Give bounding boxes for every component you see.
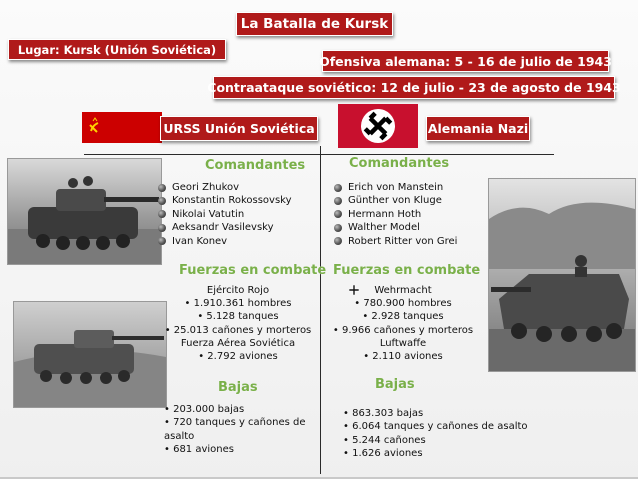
tank-photo-ussr-top	[7, 158, 162, 265]
germany-loss-line: • 863.303 bajas	[343, 408, 424, 419]
ussr-forces-heading: Fuerzas en combate	[179, 263, 327, 278]
germany-banner: Alemania Nazi	[426, 116, 530, 141]
list-item: Nikolai Vatutin	[158, 208, 292, 221]
soviet-counter-banner: Contraataque soviético: 12 de julio - 23 de agosto de 1943	[213, 76, 615, 99]
bullet-icon	[334, 224, 342, 232]
bullet-icon	[334, 210, 342, 218]
ussr-losses-block	[164, 403, 314, 457]
bullet-icon	[334, 184, 342, 192]
german-offensive-banner: Ofensiva alemana: 5 - 16 de julio de 1943	[322, 50, 609, 72]
list-item: Erich von Manstein	[334, 181, 457, 194]
germany-forces-line: • 9.966 cañones y morteros	[332, 324, 474, 336]
list-item: Aeksandr Vasilevsky	[158, 221, 292, 234]
ussr-forces-line: Fuerza Aérea Soviética	[180, 337, 296, 349]
ussr-forces-line: • 2.792 aviones	[198, 351, 278, 363]
germany-forces-block	[330, 284, 476, 363]
germany-loss-line: • 5.244 cañones	[343, 434, 426, 446]
ussr-banner: URSS Unión Soviética	[160, 116, 318, 141]
germany-losses-heading: Bajas	[375, 377, 415, 392]
germany-forces-heading: Fuerzas en combate	[333, 263, 481, 278]
bullet-icon	[158, 237, 166, 245]
germany-forces-line: • 2.110 aviones	[363, 351, 443, 363]
list-item: Ivan Konev	[158, 235, 292, 248]
germany-commanders-heading: Comandantes	[349, 156, 450, 171]
germany-forces-line: • 2.928 tanques	[362, 311, 444, 323]
list-item: Geori Zhukov	[158, 181, 292, 194]
germany-losses-block	[343, 407, 553, 461]
germany-loss-line: • 6.064 tanques y cañones de asalto	[343, 421, 528, 433]
list-item: Robert Ritter von Grei	[334, 235, 457, 248]
bullet-icon	[158, 224, 166, 232]
ussr-commanders-heading: Comandantes	[205, 158, 306, 173]
ussr-loss-line: • 203.000 bajas	[164, 404, 245, 415]
ussr-losses-heading: Bajas	[218, 380, 258, 395]
vertical-divider	[320, 146, 321, 474]
horizontal-divider	[84, 154, 554, 155]
list-item: Konstantin Rokossovsky	[158, 194, 292, 207]
bullet-icon	[158, 197, 166, 205]
germany-forces-line: Wehrmacht	[374, 285, 432, 296]
list-item: Hermann Hoth	[334, 208, 457, 221]
germany-forces-line: • 780.900 hombres	[354, 298, 452, 310]
tank-photo-ussr-bottom	[13, 301, 167, 408]
bullet-icon	[158, 184, 166, 192]
ussr-loss-line: • 681 aviones	[164, 444, 234, 456]
ussr-forces-line: • 25.013 cañones y morteros	[164, 324, 312, 336]
tank-photo-germany	[488, 178, 636, 372]
bullet-icon	[158, 210, 166, 218]
ussr-forces-line: • 1.910.361 hombres	[184, 298, 292, 310]
list-item: Günther von Kluge	[334, 194, 457, 207]
germany-commanders-list	[334, 181, 457, 248]
ussr-forces-line: Ejército Rojo	[206, 285, 270, 296]
soviet-flag-icon	[82, 112, 162, 143]
nazi-flag-icon	[338, 104, 418, 148]
ussr-forces-block	[160, 284, 316, 363]
germany-loss-line: • 1.626 aviones	[343, 448, 423, 460]
slide-title: La Batalla de Kursk	[236, 12, 393, 36]
ussr-commanders-list	[158, 181, 292, 248]
ussr-loss-line: • 720 tanques y cañones de asalto	[164, 417, 306, 442]
germany-forces-line: Luftwaffe	[379, 337, 427, 349]
list-item: Walther Model	[334, 221, 457, 234]
ussr-forces-line: • 5.128 tanques	[197, 311, 279, 323]
location-banner: Lugar: Kursk (Unión Soviética)	[8, 39, 226, 60]
bullet-icon	[334, 237, 342, 245]
bullet-icon	[334, 197, 342, 205]
